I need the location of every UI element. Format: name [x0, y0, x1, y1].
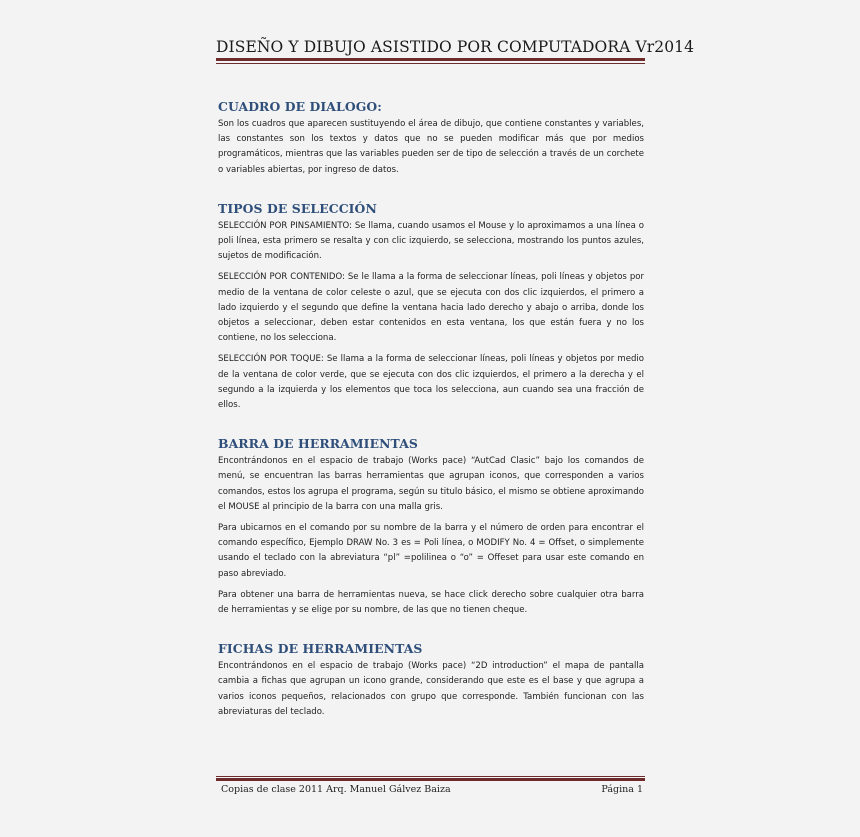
document-body: [218, 99, 644, 743]
section-heading: FICHAS DE HERRAMIENTAS: [218, 641, 423, 657]
section-barra-de-herramientas: [218, 436, 644, 618]
paragraph: Encontrándonos en el espacio de trabajo (Works pace) “AutCad Clasic” bajo los comandos de menú, se encuentran las barras herramientas que agrupan iconos, que corresponden a varios comandos, estos los agrupa el programa, según su titulo básico, el mismo se obtiene aproximando el MOUSE al principio de la barra con una malla gris.: [218, 456, 644, 512]
paragraph: Encontrándonos en el espacio de trabajo (Works pace) “2D introduction” el mapa de pantalla cambia a fichas que agrupan un icono grande, considerando que este es el base y que agrupa a varios iconos pequeños, relacionados con grupo que corresponde. También funcionan con las abreviaturas del teclado.: [218, 661, 644, 717]
section-fichas-de-herramientas: [218, 641, 644, 720]
section-heading: CUADRO DE DIALOGO:: [218, 99, 382, 114]
header-rule-thin: [216, 63, 645, 64]
paragraph: Para ubicarnos en el comando por su nombre de la barra y el número de orden para encontrar el comando específico, Ejemplo DRAW No. 3 es = Poli línea, o MODIFY No. 4 = Offset, o simplemente usando el teclado con la abreviatura “pl” =polilinea o “o” = Offeset para usar este comando en paso abreviado.: [218, 523, 644, 579]
footer-rule-thick: [216, 778, 645, 781]
footer-rule-thin: [216, 776, 645, 777]
paragraph: SELECCIÓN POR CONTENIDO: Se le llama a la forma de seleccionar líneas, poli líneas y objetos por medio de la ventana de color celeste o azul, que se ejecuta con dos clic izquierdos, el primero a lado izquierdo y el segundo que define la ventana hacia lado derecho y abajo o arriba, donde los objetos a seleccionar, deben estar contenidos en esta ventana, los que están fuera y no los contiene, no los selecciona.: [218, 272, 644, 344]
footer-left-text: Copias de clase 2011 Arq. Manuel Gálvez Baiza: [221, 784, 451, 795]
section-cuadro-de-dialogo: [218, 99, 644, 178]
paragraph: SELECCIÓN POR TOQUE: Se llama a la forma de seleccionar líneas, poli líneas y objetos por medio de la ventana de color verde, que se ejecuta con dos clic izquierdos, el primero a la derecha y el segundo a la izquierda y los elementos que toca los selecciona, aun cuando sea una fracción de ellos.: [218, 354, 644, 411]
section-heading: TIPOS DE SELECCIÓN: [218, 200, 377, 216]
paragraph: SELECCIÓN POR PINSAMIENTO: Se llama, cuando usamos el Mouse y lo aproximamos a una línea o poli línea, esta primero se resalta y con clic izquierdo, se selecciona, mostrando los puntos azules, sujetos de modificación.: [218, 220, 644, 262]
section-heading: BARRA DE HERRAMIENTAS: [218, 436, 418, 452]
header-rule-thick: [216, 58, 645, 61]
paragraph: Son los cuadros que aparecen sustituyendo el área de dibujo, que contiene constantes y variables, las constantes son los textos y datos que no se pueden modificar más que por medios programáticos, mientras que las variables pueden ser de tipo de selección a través de un corchete o variables abiertas, por ingreso de datos.: [218, 119, 644, 175]
section-tipos-de-seleccion: [218, 201, 644, 413]
footer-page-number: Página 1: [601, 784, 643, 795]
paragraph: Para obtener una barra de herramientas nueva, se hace click derecho sobre cualquier otra barra de herramientas y se elige por su nombre, de las que no tienen cheque.: [218, 589, 644, 616]
header-title: DISEÑO Y DIBUJO ASISTIDO POR COMPUTADORA Vr2014: [216, 38, 695, 56]
